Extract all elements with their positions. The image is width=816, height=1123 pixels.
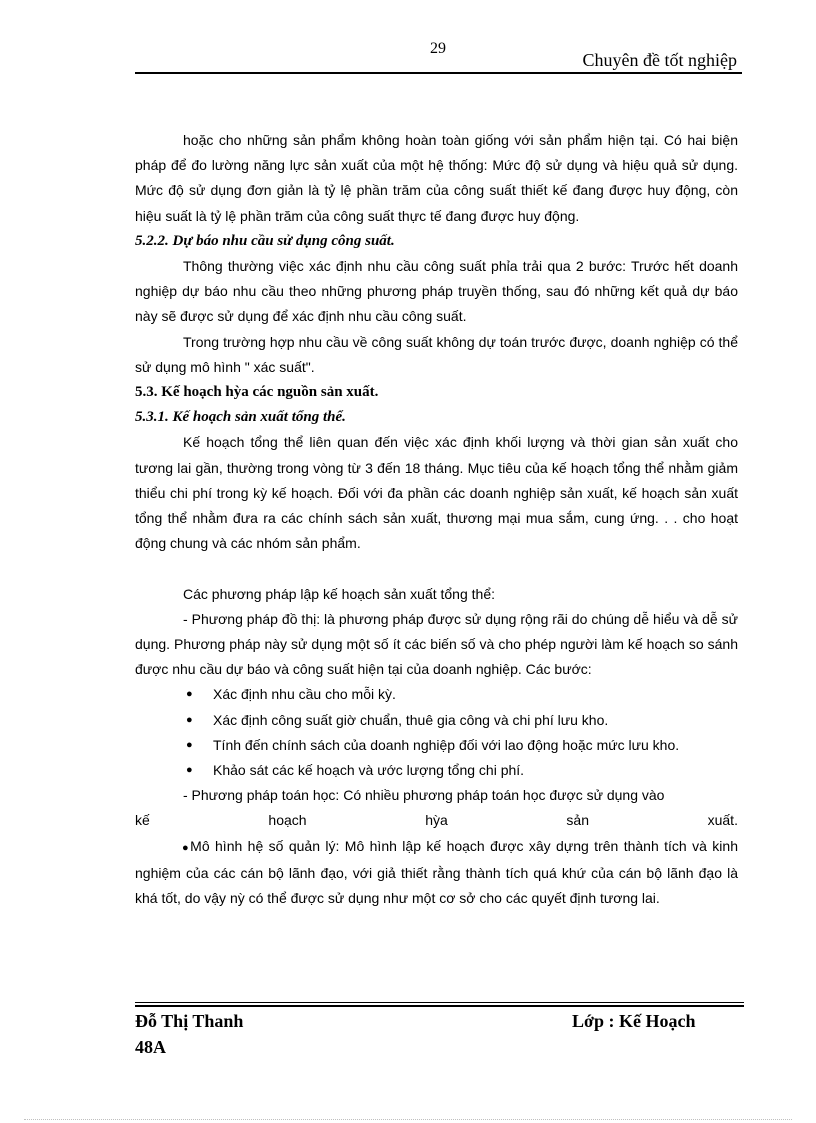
footer-class-id: 48A: [135, 1037, 166, 1057]
word: xuất.: [707, 812, 738, 829]
bullet-paragraph: [135, 834, 738, 912]
document-body: [135, 128, 738, 911]
paragraph: hoặc cho những sản phẩm không hoàn toàn giống với sản phẩm hiện tại. Có hai biện pháp để đo lường năng lực sản xuất của một hệ thống: Mức độ sử dụng và hiệu quả sử dụng. Mức độ sử dụng đơn giản là tỷ lệ phần trăm của công suất thiết kế đang được huy động, còn hiệu suất là tỷ lệ phần trăm của công suất thực tế đang được huy động.: [135, 132, 738, 224]
paragraph: Trong trường hợp nhu cầu về công suất không dự toán trước được, doanh nghiệp có thể sử dụng mô hình " xác suất".: [135, 333, 738, 375]
bullet-paragraph-text: Mô hình hệ số quản lý: Mô hình lập kế hoạch được xây dựng trên thành tích và kinh nghiệm của các cán bộ lãnh đạo, với giả thiết rằng thành tích quá khứ của cán bộ lãnh đạo là khá tốt, do vậy nỳ có thể được sử dụng như một cơ sở cho các quyết định tương lai.: [135, 837, 738, 907]
list-item: ● Xác định nhu cầu cho mỗi kỳ.: [135, 682, 738, 707]
word: sản: [566, 812, 589, 829]
bullet-dot-icon: ●: [182, 841, 191, 854]
footer-class-label: Lớp : Kế Hoạch: [572, 1011, 696, 1031]
section-heading-5-2-2: 5.2.2. Dự báo nhu cầu sử dụng công suất.: [135, 232, 395, 249]
section-heading-5-3: 5.3. Kế hoạch hỳa các nguồn sản xuất.: [135, 384, 379, 401]
steps-list: [135, 682, 738, 783]
spread-line: [135, 808, 738, 833]
paragraph: - Phương pháp đồ thị: là phương pháp được sử dụng rộng rãi do chúng dễ hiểu và dễ sử dụng. Phương pháp này sử dụng một số ít các biến số và cho phép người làm kế hoạch so sánh được nhu cầu dự báo và công suất hiện tại của doanh nghiệp. Các bước:: [135, 610, 738, 678]
section-heading-5-3-1: 5.3.1. Kế hoạch sản xuất tổng thể.: [135, 409, 346, 426]
word: kế: [135, 812, 150, 829]
list-item: ● Khảo sát các kế hoạch và ước lượng tổng chi phí.: [135, 758, 738, 783]
paragraph: - Phương pháp toán học: Có nhiều phương pháp toán học được sử dụng vào: [183, 787, 665, 804]
list-item: ● Xác định công suất giờ chuẩn, thuê gia công và chi phí lưu kho.: [135, 708, 738, 733]
paragraph: Các phương pháp lập kế hoạch sản xuất tổng thể:: [183, 585, 495, 602]
paragraph: Kế hoạch tổng thể liên quan đến việc xác định khối lượng và thời gian sản xuất cho tương lai gần, thường trong vòng từ 3 đến 18 tháng. Mục tiêu của kế hoạch tổng thể nhằm giảm thiểu chi phí trong kỳ kế hoạch. Đối với đa phần các doanh nghiệp sản xuất, kế hoạch sản xuất tổng thể nhằm đưa ra các chính sách sản xuất, thương mại mua sắm, cung ứng. . . cho hoạt động chung và các nhóm sản phẩm.: [135, 434, 738, 552]
footer-rule: [135, 1002, 744, 1003]
footer-author: Đỗ Thị Thanh: [135, 1011, 244, 1031]
page-bottom-dotted-line: [24, 1119, 792, 1120]
header-title: Chuyên đề tốt nghiệp: [582, 50, 737, 70]
footer-rule: [135, 1005, 744, 1007]
word: hoạch: [268, 812, 307, 829]
header-rule: [135, 72, 742, 74]
blank-line: [135, 556, 738, 581]
footer-author-block: [135, 1008, 335, 1060]
list-item: ● Tính đến chính sách của doanh nghiệp đối với lao động hoặc mức lưu kho.: [135, 733, 738, 758]
word: hỳa: [425, 812, 448, 829]
paragraph: Thông thường việc xác định nhu cầu công suất phỉa trải qua 2 bước: Trước hết doanh nghiệp dự báo nhu cầu theo những phương pháp truyền thống, sau đó những kết quả dự báo này sẽ được sử dụng để xác định nhu cầu công suất.: [135, 258, 738, 325]
page-number: 29: [430, 40, 446, 57]
